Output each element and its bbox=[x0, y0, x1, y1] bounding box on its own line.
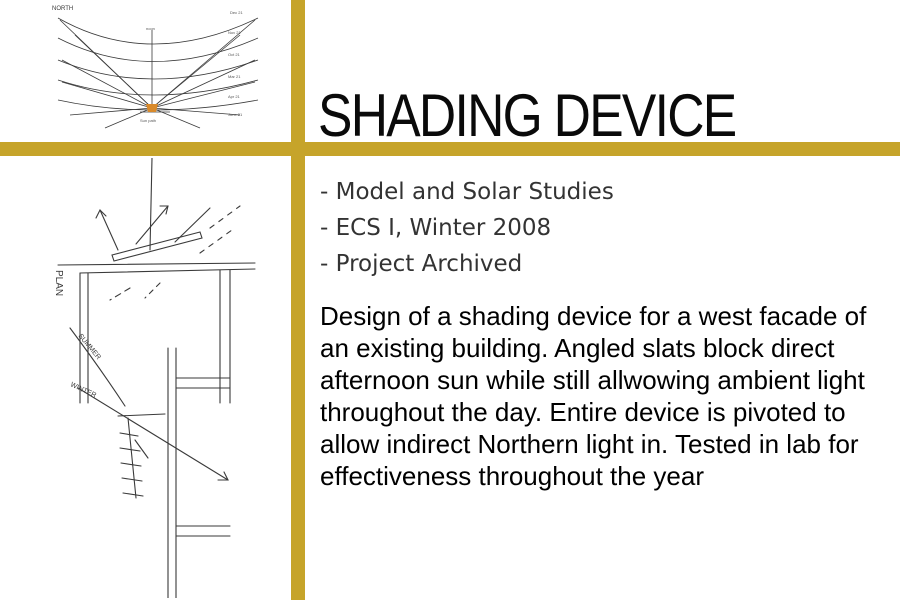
summer-label: SUMMER bbox=[76, 332, 102, 362]
subtitle-item: - Project Archived bbox=[320, 251, 523, 277]
sun-path-diagram bbox=[0, 0, 285, 140]
svg-text:Nov 21: Nov 21 bbox=[228, 30, 241, 35]
svg-text:noon: noon bbox=[146, 26, 155, 31]
svg-text:Mar 21: Mar 21 bbox=[228, 74, 241, 79]
plan-sketch bbox=[0, 158, 285, 598]
winter-label: WINTER bbox=[69, 381, 98, 400]
sun-path-header: NORTH bbox=[52, 6, 74, 12]
vertical-accent-bar bbox=[291, 0, 305, 600]
svg-text:Dec 21: Dec 21 bbox=[230, 10, 243, 15]
project-description: Design of a shading device for a west facade of an existing building. Angled slats block direct afternoon sun while still allwowing ambient light throughout the day. Entire device is pivoted to allow indirect Northern light in. Tested in lab for effectiveness throughout the year bbox=[320, 301, 867, 491]
svg-text:Oct 21: Oct 21 bbox=[228, 52, 240, 57]
svg-text:Sun path: Sun path bbox=[140, 118, 157, 123]
page-title: SHADING DEVICE bbox=[318, 82, 736, 149]
svg-text:June 21: June 21 bbox=[228, 112, 243, 117]
plan-label: PLAN bbox=[53, 270, 64, 297]
svg-text:Apr 21: Apr 21 bbox=[228, 94, 240, 99]
subtitle-list bbox=[320, 174, 614, 282]
subtitle-item: - ECS I, Winter 2008 bbox=[320, 215, 552, 241]
subtitle-item: - Model and Solar Studies bbox=[320, 179, 614, 205]
